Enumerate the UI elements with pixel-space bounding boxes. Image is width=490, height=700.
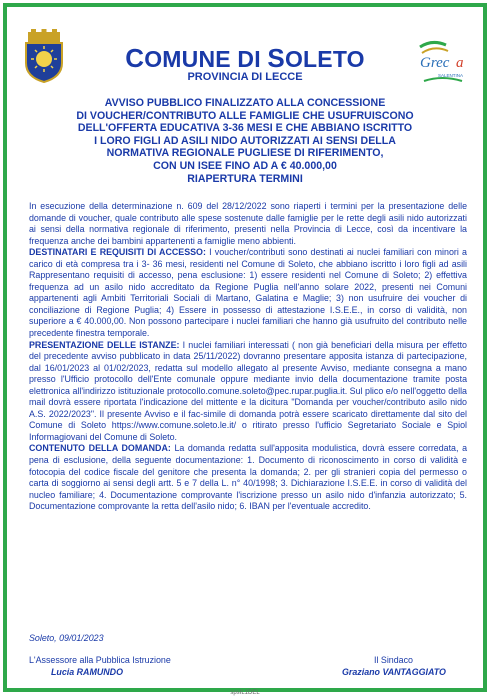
notice-heading xyxy=(17,97,473,185)
heading-line: CON UN ISEE FINO AD A € 40.000,00 xyxy=(153,159,337,172)
svg-text:a: a xyxy=(456,55,464,71)
heading-line: DI VOUCHER/CONTRIBUTO ALLE FAMIGLIE CHE USUFRUISCONO xyxy=(76,109,414,122)
section-text: I voucher/contributi sono destinati ai nuclei familiari con minori a carico di età compresa tra i 3- 36 mesi, residenti nel Comune di Soleto, che abbiano iscritto i loro figli ad asili Rappresentano requisiti di accesso, pena esclusione: 1) essere residenti nel Comune di Soleto; 2) effettiva frequenza ad un asilo nido accreditato da Regione Puglia nell'anno solare 2022, presenti nei Comuni appartenenti agli Ambiti Territoriali Sociali di Martano, Galatina e Maglie; 3) non usufruire dei voucher di conciliazione di Regione Puglia; 4) Essere in possesso di attestazione I.S.E.E., in corso di validità, non superiore a € 40.000,00. Non possono partecipare i nuclei familiari che hanno già usufruito del contributo nelle precedente finestra temporale. xyxy=(29,247,467,339)
svg-text:Grec: Grec xyxy=(420,55,450,71)
signature-sindaco xyxy=(342,655,472,677)
section-content xyxy=(29,443,467,512)
page-title: COMUNE DI SOLETO xyxy=(125,43,365,73)
heading-line: RIAPERTURA TERMINI xyxy=(187,172,303,185)
svg-text:SALENTINA: SALENTINA xyxy=(438,73,464,78)
province-subtitle: PROVINCIA DI LECCE xyxy=(187,71,303,83)
heading-line: I LORO FIGLI AD ASILI NIDO AUTORIZZATI AI SENSI DELLA xyxy=(94,134,396,147)
section-title: PRESENTAZIONE DELLE ISTANZE: xyxy=(29,339,180,350)
signatory-name: Graziano VANTAGGIATO xyxy=(342,667,446,677)
intro-paragraph: In esecuzione della determinazione n. 609 del 28/12/2022 sono riaperti i termini per la presentazione delle domande di voucher, quale contributo alle spese sostenute dalle famiglie per le rette degli asili nido autorizzati ai sensi della normativa regionale di riferimento, presenti nella Provincia di Lecce, così da incentivare la frequenza anche dei bambini appartenenti a famiglie meno abbienti. xyxy=(29,201,467,246)
signatory-role: L'Assessore alla Pubblica Istruzione xyxy=(29,655,171,665)
grecia-salentina-logo xyxy=(412,37,474,85)
section-text: La domanda redatta sull'apposita modulistica, dovrà essere corredata, a pena di esclusione, della seguente documentazione: 1. Documento di riconoscimento in corso di validità e fotocopia del codice fiscale del genitore che presenta la domanda; 2. per gli stranieri copia del permesso o carta di soggiorno ai sensi degli artt. 5 e 7 della L. n° 40/1998; 3. Dichiarazione I.S.E.E. in corso di validità del nucleo familiare; 4. Documentazione comprovante l'iscrizione presso un asilo nido d'infanzia autorizzato; 5. Documentazione comprovante la retta dell'asilo nido; 6. IBAN per l'eventuale accredito. xyxy=(29,443,468,512)
signatory-name: Lucia RAMUNDO xyxy=(51,667,123,677)
notice-body xyxy=(29,201,467,513)
section-applications xyxy=(29,340,467,444)
print-mark: spsIL1DEL xyxy=(230,690,260,696)
heading-line: DELL'OFFERTA EDUCATIVA 3-36 MESI E CHE ABBIANO ISCRITTO xyxy=(77,122,413,135)
page-border xyxy=(3,3,487,692)
section-title: DESTINATARI E REQUISITI DI ACCESSO: xyxy=(29,247,206,258)
section-text: I nuclei familiari interessati ( non già beneficiari della misura per effetto del precedente avviso pubblicato in data 25/11/2022) dovranno presentare apposita istanza di partecipazione, dal 16/01/2023 al 01/02/2023, redatta sul modello allegato al presente Avviso, mediante consegna a mano presso l'Ufficio protocollo dell'Ente comunale oppure mediante invio della documentazione tramite posta elettronica all'indirizzo istituzionale protocollo.comune.soleto@pec.rupar.puglia.it. Sul plico e/o nell'oggetto della mail dovrà essere riportata l'indicazione del mittente e la dicitura "Domanda per voucher/contributo asilo nido A.S. 2022/2023". Il presente Avviso e il fac-simile di domanda potrà essere scaricato direttamente dal sito del Comune di Soleto https://www.comune.soleto.le.it/ o ritirato presso l'ufficio Segretariato Sociale e Spiol Informagiovani del Comune di Soleto. xyxy=(29,339,467,442)
heading-line: NORMATIVA REGIONALE PUGLIESE DI RIFERIMENTO, xyxy=(106,147,384,160)
section-title: CONTENUTO DELLA DOMANDA: xyxy=(29,443,171,454)
signature-assessore xyxy=(29,655,249,677)
signatory-role: Il Sindaco xyxy=(374,655,413,665)
section-requirements xyxy=(29,247,467,339)
notice-date: Soleto, 09/01/2023 xyxy=(29,633,104,643)
header xyxy=(7,7,483,91)
heading-line: AVVISO PUBBLICO FINALIZZATO ALLA CONCESSIONE xyxy=(104,97,386,109)
